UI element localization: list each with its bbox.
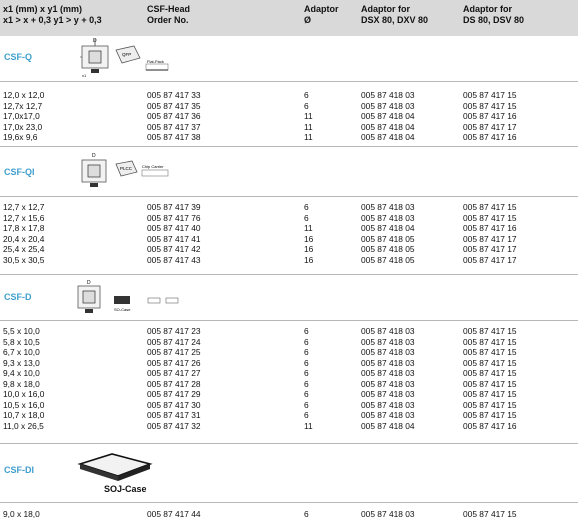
order-no-cell: 005 87 417 32 <box>147 420 201 431</box>
adaptor-dsx-cell: 005 87 418 03 <box>361 368 415 378</box>
header-adaptor-dsx: Adaptor for DSX 80, DXV 80 <box>361 4 429 25</box>
dimension-cell: 25,4 x 25,4 <box>3 244 45 254</box>
adaptor-dsx-cell: 005 87 418 03 <box>361 100 415 111</box>
order-no-cell: 005 87 417 28 <box>147 378 201 389</box>
adaptor-dsx-cell: 005 87 418 03 <box>361 399 415 410</box>
adaptor-diameter-cell: 11 <box>304 420 313 431</box>
dimension-cell: 10,0 x 16,0 <box>3 389 45 399</box>
adaptor-diameter-cell: 16 <box>304 233 314 244</box>
order-no-cell: 005 87 417 38 <box>147 132 201 142</box>
order-no-cell: 005 87 417 42 <box>147 244 201 254</box>
adaptor-ds-cell: 005 87 417 15 <box>463 389 517 399</box>
adaptor-diameter-cell: 11 <box>304 111 313 121</box>
table-row <box>0 213 578 223</box>
order-no-cell: 005 87 417 36 <box>147 111 201 121</box>
adaptor-dsx-cell: 005 87 418 05 <box>361 233 415 244</box>
dimension-cell: 12,7 x 12,7 <box>3 202 45 212</box>
table-row <box>0 244 578 254</box>
adaptor-dsx-cell: 005 87 418 03 <box>361 326 415 336</box>
svg-text:Flat-Pack: Flat-Pack <box>147 59 164 64</box>
dimension-cell: 5,8 x 10,5 <box>3 336 40 347</box>
dimension-cell: 17,0x 23,0 <box>3 121 43 132</box>
adaptor-diameter-cell: 6 <box>304 368 309 378</box>
adaptor-ds-cell: 005 87 417 15 <box>463 336 517 347</box>
table-row <box>0 122 578 132</box>
dimension-cell: 9,8 x 18,0 <box>3 378 40 389</box>
section-separator <box>0 502 578 503</box>
adaptor-diameter-cell: 16 <box>304 244 314 254</box>
dimension-cell: 30,5 x 30,5 <box>3 254 45 265</box>
adaptor-ds-cell: 005 87 417 15 <box>463 410 517 420</box>
adaptor-diameter-cell: 11 <box>304 223 313 233</box>
adaptor-diameter-cell: 6 <box>304 347 309 357</box>
table-row <box>0 358 578 368</box>
dimension-cell: 12,7 x 15,6 <box>3 212 45 223</box>
table-row <box>0 379 578 389</box>
adaptor-ds-cell: 005 87 417 16 <box>463 111 517 121</box>
adaptor-ds-cell: 005 87 417 15 <box>463 100 517 111</box>
order-no-cell: 005 87 417 43 <box>147 254 201 265</box>
svg-text:PLCC: PLCC <box>120 166 133 171</box>
adaptor-diameter-cell: 6 <box>304 410 309 420</box>
header-order-no: CSF-Head Order No. <box>147 4 191 25</box>
adaptor-ds-cell: 005 87 417 17 <box>463 244 517 254</box>
adaptor-ds-cell: 005 87 417 15 <box>463 90 517 100</box>
section-label-csf-d: CSF-D <box>4 292 32 302</box>
order-no-cell: 005 87 417 35 <box>147 100 201 111</box>
adaptor-ds-cell: 005 87 417 17 <box>463 233 517 244</box>
svg-text:QFP: QFP <box>122 52 132 57</box>
dimension-cell: 12,7x 12,7 <box>3 100 43 111</box>
adaptor-ds-cell: 005 87 417 15 <box>463 368 517 378</box>
adaptor-ds-cell: 005 87 417 15 <box>463 212 517 223</box>
table-row <box>0 234 578 244</box>
section-separator <box>0 81 578 82</box>
svg-text:D: D <box>87 280 91 286</box>
section-label-csf-qi: CSF-QI <box>4 167 35 177</box>
order-no-cell: 005 87 417 29 <box>147 389 201 399</box>
soj-case-chip-icon <box>76 450 156 486</box>
adaptor-diameter-cell: 6 <box>304 326 309 336</box>
dimension-cell: 9,3 x 13,0 <box>3 357 40 368</box>
order-no-cell: 005 87 417 33 <box>147 90 201 100</box>
order-no-cell: 005 87 417 39 <box>147 202 201 212</box>
adaptor-ds-cell: 005 87 417 16 <box>463 420 517 431</box>
table-row <box>0 337 578 347</box>
section-label-csf-di: CSF-DI <box>4 465 34 475</box>
order-no-cell: 005 87 417 76 <box>147 212 201 223</box>
order-no-cell: 005 87 417 31 <box>147 410 201 420</box>
adaptor-ds-cell: 005 87 417 15 <box>463 399 517 410</box>
adaptor-ds-cell: 005 87 417 15 <box>463 357 517 368</box>
adaptor-ds-cell: 005 87 417 16 <box>463 223 517 233</box>
adaptor-dsx-cell: 005 87 418 03 <box>361 90 415 100</box>
order-no-cell: 005 87 417 24 <box>147 336 201 347</box>
adaptor-dsx-cell: 005 87 418 04 <box>361 420 415 431</box>
table-row <box>0 111 578 121</box>
dimension-cell: 12,0 x 12,0 <box>3 90 45 100</box>
dimension-cell: 11,0 x 26,5 <box>3 420 44 431</box>
table-row <box>0 421 578 431</box>
dimension-cell: 17,8 x 17,8 <box>3 223 45 233</box>
table-row <box>0 368 578 378</box>
adaptor-dsx-cell: 005 87 418 03 <box>361 357 415 368</box>
dimension-cell: 20,4 x 20,4 <box>3 233 45 244</box>
header-adaptor-ds: Adaptor for DS 80, DSV 80 <box>463 4 525 25</box>
table-row <box>0 410 578 420</box>
adaptor-dsx-cell: 005 87 418 03 <box>361 410 415 420</box>
table-header <box>0 0 578 36</box>
order-no-cell: 005 87 417 40 <box>147 223 201 233</box>
adaptor-diameter-cell: 6 <box>304 336 309 347</box>
adaptor-diameter-cell: 6 <box>304 378 309 389</box>
table-row <box>0 389 578 399</box>
table-row <box>0 202 578 212</box>
adaptor-dsx-cell: 005 87 418 03 <box>361 347 415 357</box>
table-row <box>0 223 578 233</box>
section-separator <box>0 196 578 197</box>
adaptor-dsx-cell: 005 87 418 03 <box>361 202 415 212</box>
adaptor-dsx-cell: 005 87 418 04 <box>361 223 415 233</box>
dimension-cell: 10,5 x 16,0 <box>3 399 45 410</box>
dimension-cell: 17,0x17,0 <box>3 111 40 121</box>
adaptor-dsx-cell: 005 87 418 03 <box>361 336 415 347</box>
adaptor-dsx-cell: 005 87 418 05 <box>361 244 415 254</box>
dimension-cell: 5,5 x 10,0 <box>3 326 40 336</box>
section-separator <box>0 274 578 275</box>
adaptor-ds-cell: 005 87 417 15 <box>463 347 517 357</box>
adaptor-dsx-cell: 005 87 418 04 <box>361 121 415 132</box>
table-row <box>0 101 578 111</box>
svg-text:Chip Carrier: Chip Carrier <box>142 164 164 169</box>
order-no-cell: 005 87 417 44 <box>147 509 201 519</box>
adaptor-diameter-cell: 11 <box>304 121 313 132</box>
adaptor-diameter-cell: 6 <box>304 399 309 410</box>
adaptor-ds-cell: 005 87 417 15 <box>463 378 517 389</box>
table-row <box>0 347 578 357</box>
svg-text:x1: x1 <box>82 73 87 78</box>
adaptor-diameter-cell: 6 <box>304 389 309 399</box>
adaptor-diameter-cell: 16 <box>304 254 314 265</box>
order-no-cell: 005 87 417 30 <box>147 399 201 410</box>
table-row <box>0 326 578 336</box>
header-adaptor-diameter: Adaptor Ø <box>304 4 339 25</box>
section-label-csf-q: CSF-Q <box>4 52 32 62</box>
adaptor-ds-cell: 005 87 417 15 <box>463 509 517 519</box>
header-dimension: x1 (mm) x y1 (mm) x1 > x + 0,3 y1 > y + 0,3 <box>3 4 102 25</box>
svg-text:SO-Case: SO-Case <box>114 307 131 312</box>
section-separator <box>0 320 578 321</box>
adaptor-ds-cell: 005 87 417 17 <box>463 254 517 265</box>
adaptor-ds-cell: 005 87 417 15 <box>463 326 517 336</box>
adaptor-dsx-cell: 005 87 418 03 <box>361 212 415 223</box>
dimension-cell: 6,7 x 10,0 <box>3 347 40 357</box>
adaptor-dsx-cell: 005 87 418 05 <box>361 254 415 265</box>
adaptor-ds-cell: 005 87 417 15 <box>463 202 517 212</box>
order-no-cell: 005 87 417 27 <box>147 368 201 378</box>
adaptor-diameter-cell: 6 <box>304 509 309 519</box>
adaptor-ds-cell: 005 87 417 17 <box>463 121 517 132</box>
adaptor-diameter-cell: 11 <box>304 132 313 142</box>
order-no-cell: 005 87 417 25 <box>147 347 201 357</box>
adaptor-dsx-cell: 005 87 418 03 <box>361 378 415 389</box>
order-no-cell: 005 87 417 37 <box>147 121 201 132</box>
csf-qi-diagram-icon <box>80 150 190 194</box>
dimension-cell: 9,4 x 10,0 <box>3 368 40 378</box>
svg-text:D: D <box>92 153 96 159</box>
section-separator <box>0 146 578 147</box>
csf-q-diagram-icon <box>80 36 190 80</box>
adaptor-diameter-cell: 6 <box>304 212 309 223</box>
section-separator <box>0 443 578 444</box>
order-no-cell: 005 87 417 41 <box>147 233 201 244</box>
soj-case-caption: SOJ-Case <box>104 484 147 494</box>
table-row <box>0 509 578 519</box>
adaptor-diameter-cell: 6 <box>304 202 309 212</box>
table-row <box>0 255 578 265</box>
dimension-cell: 19,6x 9,6 <box>3 132 38 142</box>
adaptor-dsx-cell: 005 87 418 03 <box>361 389 415 399</box>
adaptor-dsx-cell: 005 87 418 03 <box>361 509 415 519</box>
dimension-cell: 10,7 x 18,0 <box>3 410 45 420</box>
adaptor-diameter-cell: 6 <box>304 357 309 368</box>
table-row <box>0 132 578 142</box>
adaptor-ds-cell: 005 87 417 16 <box>463 132 517 142</box>
table-row <box>0 90 578 100</box>
adaptor-dsx-cell: 005 87 418 04 <box>361 132 415 142</box>
adaptor-diameter-cell: 6 <box>304 100 309 111</box>
dimension-cell: 9,0 x 18,0 <box>3 509 40 519</box>
svg-text:D: D <box>93 38 97 44</box>
csf-d-diagram-icon <box>72 278 182 320</box>
table-row <box>0 400 578 410</box>
order-no-cell: 005 87 417 23 <box>147 326 201 336</box>
adaptor-diameter-cell: 6 <box>304 90 309 100</box>
order-no-cell: 005 87 417 26 <box>147 357 201 368</box>
adaptor-dsx-cell: 005 87 418 04 <box>361 111 415 121</box>
